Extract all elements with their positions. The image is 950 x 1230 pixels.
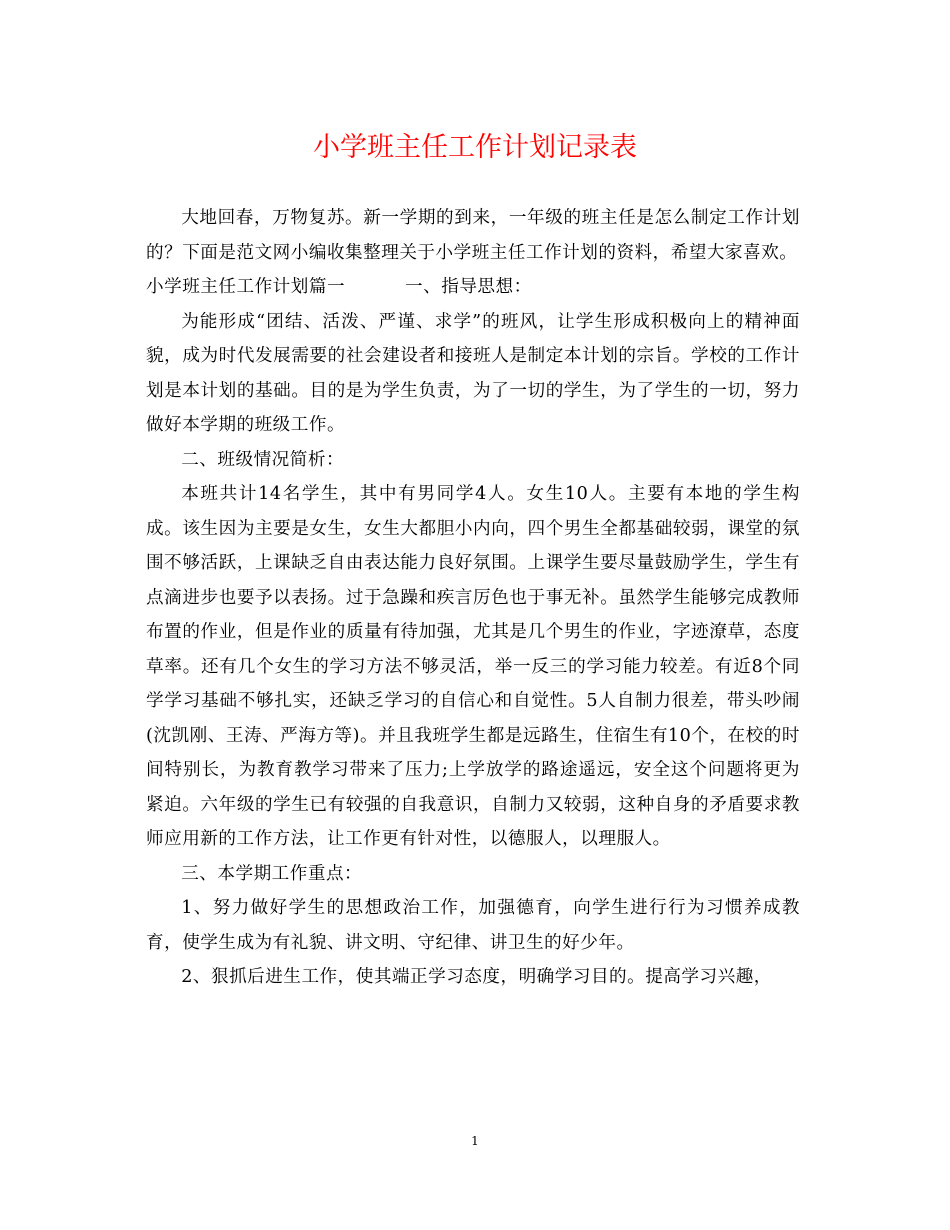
list-item-2: 2、狠抓后进生工作，使其端正学习态度，明确学习目的。提高学习兴趣，	[181, 967, 772, 987]
part-heading-line	[146, 270, 800, 305]
intro-paragraph: 大地回春，万物复苏。新一学期的到来，一年级的班主任是怎么制定工作计划的？下面是范文网小编收集整理关于小学班主任工作计划的资料，希望大家喜欢。	[146, 208, 800, 263]
document-body	[146, 201, 800, 995]
list-item-1: 1、努力做好学生的思想政治工作，加强德育，向学生进行行为习惯养成教育，使学生成为有礼貌、讲文明、守纪律、讲卫生的好少年。	[146, 898, 800, 953]
page-number: 1	[471, 1134, 479, 1148]
part-heading: 小学班主任工作计划篇一	[146, 277, 346, 297]
section2-heading: 二、班级情况简析：	[181, 449, 345, 470]
section3-heading: 三、本学期工作重点：	[181, 863, 363, 884]
section1-heading: 一、指导思想：	[405, 277, 532, 297]
section2-paragraph: 本班共计14名学生，其中有男同学4人。女生10人。主要有本地的学生构成。该生因为主要是女生，女生大都胆小内向，四个男生全都基础较弱，课堂的氛围不够活跃，上课缺乏自由表达能力良好氛围。上课学生要尽量鼓励学生，学生有点滴进步也要予以表扬。过于急躁和疾言厉色也于事无补。虽然学生能够完成教师布置的作业，但是作业的质量有待加强，尤其是几个男生的作业，字迹潦草，态度草率。还有几个女生的学习方法不够灵活，举一反三的学习能力较差。有近8个同学学习基础不够扎实，还缺乏学习的自信心和自觉性。5人自制力很差，带头吵闹(沈凯刚、王涛、严海方等)。并且我班学生都是远路生，住宿生有10个，在校的时间特别长，为教育教学习带来了压力;上学放学的路途遥远，安全这个问题将更为紧迫。六年级的学生已有较强的自我意识，自制力又较弱，这种自身的矛盾要求教师应用新的工作方法，让工作更有针对性，以德服人，以理服人。	[146, 484, 800, 849]
section1-paragraph: 为能形成“团结、活泼、严谨、求学”的班风，让学生形成积极向上的精神面貌，成为时代发展需要的社会建设者和接班人是制定本计划的宗旨。学校的工作计划是本计划的基础。目的是为学生负责，为了一切的学生，为了学生的一切，努力做好本学期的班级工作。	[146, 311, 800, 435]
document-title: 小学班主任工作计划记录表	[313, 132, 637, 163]
